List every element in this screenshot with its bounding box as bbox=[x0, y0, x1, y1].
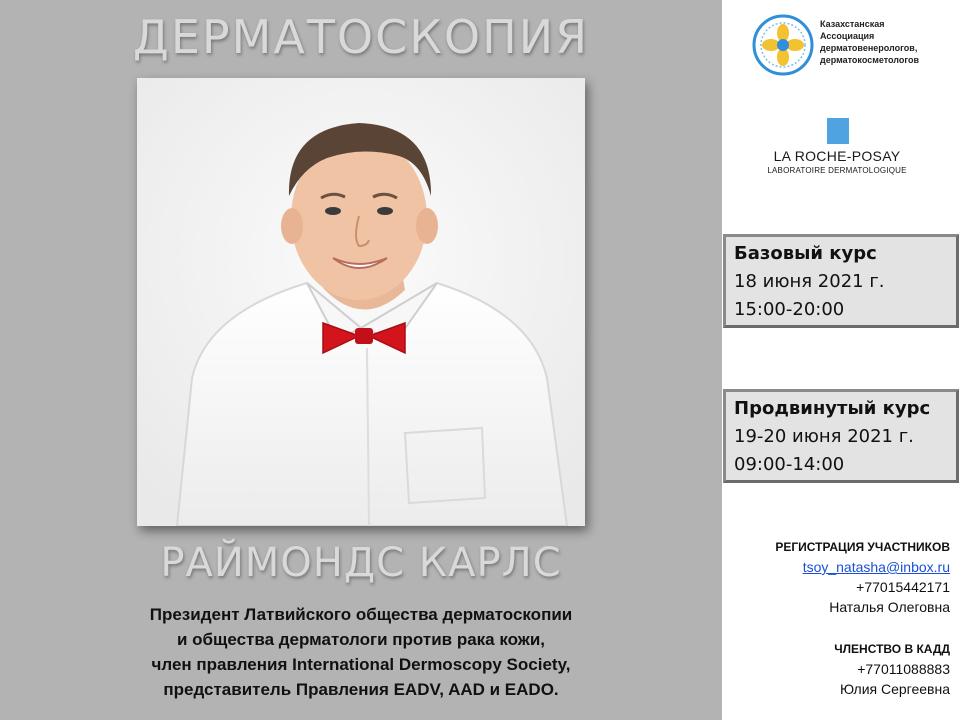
advanced-course-box bbox=[723, 389, 959, 483]
speaker-name: РАЙМОНДС КАРЛС bbox=[160, 540, 562, 586]
bio-line: и общества дерматологи против рака кожи, bbox=[176, 630, 546, 649]
speaker-photo bbox=[137, 78, 585, 526]
registration-email-link[interactable]: tsoy_natasha@inbox.ru bbox=[802, 559, 950, 575]
la-roche-posay-logo bbox=[752, 118, 922, 188]
bio-line: представитель Правления EADV, AAD и EADO. bbox=[163, 680, 559, 699]
membership-phone: +77011088883 bbox=[857, 661, 950, 677]
lrp-subtitle: LABORATOIRE DERMATOLOGIQUE bbox=[767, 166, 907, 175]
contacts-block bbox=[720, 537, 950, 699]
registration-phone: +77015442171 bbox=[856, 579, 950, 595]
page-title: ДЕРМАТОСКОПИЯ bbox=[132, 10, 590, 64]
bio-line: член правления International Dermoscopy Society, bbox=[151, 655, 571, 674]
kadd-line: дерматовенерологов, bbox=[820, 43, 918, 53]
speaker-portrait-illustration bbox=[137, 78, 585, 526]
course-date: 18 июня 2021 г. bbox=[734, 271, 885, 292]
kadd-line: Ассоциация bbox=[820, 31, 875, 41]
kadd-line: Казахстанская bbox=[820, 19, 885, 29]
lrp-square-icon bbox=[827, 118, 849, 144]
basic-course-box bbox=[723, 234, 959, 328]
kadd-logo bbox=[752, 14, 952, 84]
registration-heading: РЕГИСТРАЦИЯ УЧАСТНИКОВ bbox=[775, 540, 950, 554]
speaker-bio bbox=[0, 602, 722, 702]
registration-person: Наталья Олеговна bbox=[829, 599, 950, 615]
course-title: Продвинутый курс bbox=[734, 398, 931, 419]
membership-person: Юлия Сергеевна bbox=[840, 681, 950, 697]
kadd-line: дерматокосметологов bbox=[820, 55, 920, 65]
course-date: 19-20 июня 2021 г. bbox=[734, 426, 914, 447]
bio-line: Президент Латвийского общества дерматоскопии bbox=[149, 605, 573, 624]
kadd-name bbox=[820, 18, 919, 66]
membership-heading: ЧЛЕНСТВО В КАДД bbox=[834, 642, 950, 656]
course-time: 09:00-14:00 bbox=[734, 454, 845, 475]
course-title: Базовый курс bbox=[734, 243, 877, 264]
kadd-emblem-icon bbox=[752, 14, 814, 76]
course-time: 15:00-20:00 bbox=[734, 299, 845, 320]
lrp-name: LA ROCHE-POSAY bbox=[773, 148, 901, 164]
